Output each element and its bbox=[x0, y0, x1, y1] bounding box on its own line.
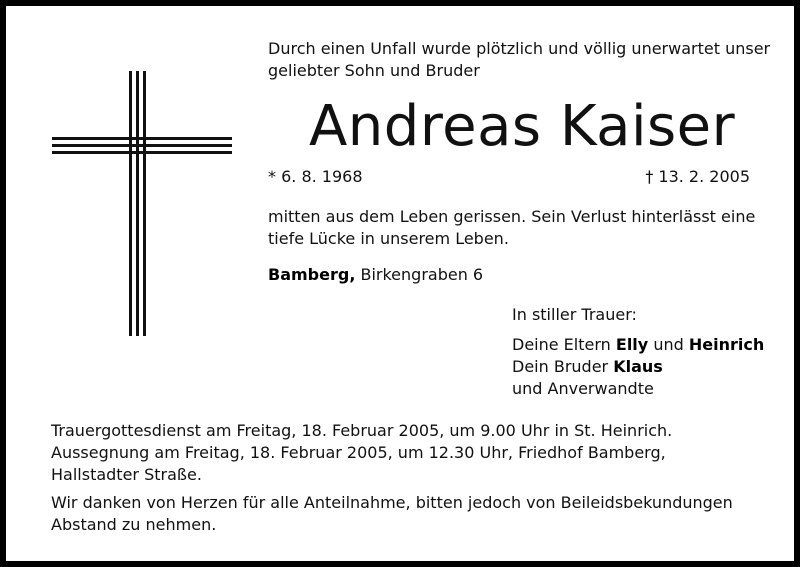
address-city: Bamberg, bbox=[268, 265, 356, 284]
cross-icon bbox=[52, 71, 232, 336]
death-date: † 13. 2. 2005 bbox=[645, 167, 750, 186]
message-text bbox=[268, 206, 755, 250]
parent-name-2: Heinrich bbox=[688, 335, 765, 354]
message-line-1: mitten aus dem Leben gerissen. Sein Verlust hinterlässt eine bbox=[268, 207, 756, 226]
mourners-relatives: und Anverwandte bbox=[512, 379, 654, 398]
conjunction: und bbox=[653, 335, 684, 354]
intro-line-2: geliebter Sohn und Bruder bbox=[268, 61, 480, 80]
birth-date: * 6. 8. 1968 bbox=[268, 167, 363, 186]
service-info bbox=[51, 420, 672, 486]
intro-text bbox=[268, 38, 770, 82]
mourning-label: In stiller Trauer: bbox=[512, 305, 637, 324]
brother-name: Klaus bbox=[613, 357, 663, 376]
parents-prefix: Deine Eltern bbox=[512, 335, 611, 354]
service-line-1: Trauergottesdienst am Freitag, 18. Februar 2005, um 9.00 Uhr in St. Heinrich. bbox=[51, 421, 673, 440]
address-street: Birkengraben 6 bbox=[360, 265, 484, 284]
mourners-list bbox=[512, 334, 764, 400]
deceased-name: Andreas Kaiser bbox=[309, 94, 736, 159]
mourners-brother bbox=[512, 356, 764, 378]
service-line-2: Aussegnung am Freitag, 18. Februar 2005, um 12.30 Uhr, Friedhof Bamberg, bbox=[51, 443, 666, 462]
thanks-line-2: Abstand zu nehmen. bbox=[51, 515, 217, 534]
service-line-3: Hallstadter Straße. bbox=[51, 465, 202, 484]
thanks-line-1: Wir danken von Herzen für alle Anteilnahme, bitten jedoch von Beileidsbekundungen bbox=[51, 493, 733, 512]
parent-name-1: Elly bbox=[615, 335, 649, 354]
message-line-2: tiefe Lücke in unserem Leben. bbox=[268, 229, 509, 248]
address bbox=[268, 264, 483, 286]
intro-line-1: Durch einen Unfall wurde plötzlich und völlig unerwartet unser bbox=[268, 39, 771, 58]
mourners-parents bbox=[512, 334, 764, 356]
brother-prefix: Dein Bruder bbox=[512, 357, 609, 376]
thanks-text bbox=[51, 492, 733, 536]
